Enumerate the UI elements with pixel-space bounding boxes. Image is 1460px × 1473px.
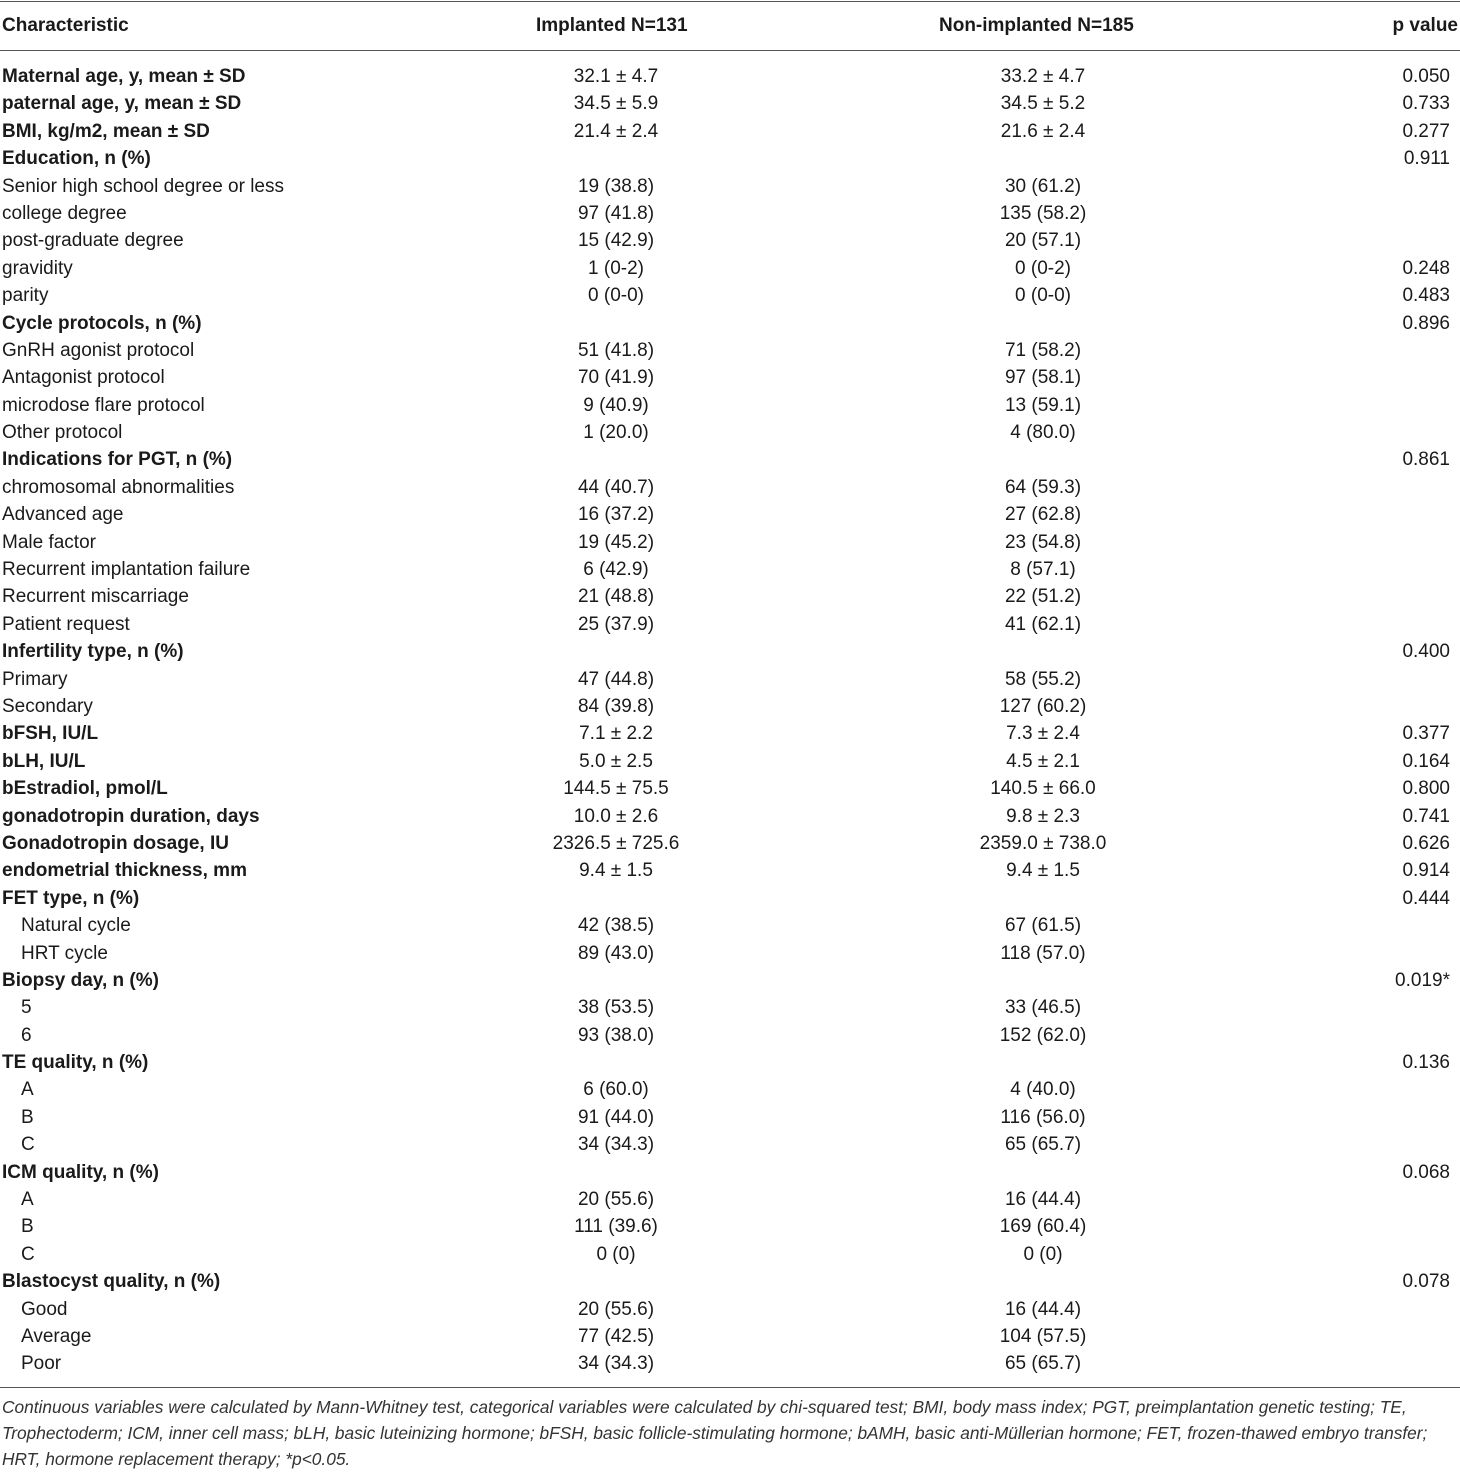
implanted-value: 7.1 ± 2.2 xyxy=(579,723,653,745)
row-label: FET type, n (%) xyxy=(2,887,140,909)
implanted-value: 89 (43.0) xyxy=(577,942,655,964)
implanted-value: 16 (37.2) xyxy=(577,504,655,526)
p-value: 0.626 xyxy=(1402,832,1450,854)
table-row xyxy=(0,912,1460,939)
table-row xyxy=(0,1186,1460,1213)
row-label: college degree xyxy=(2,202,127,224)
table-row xyxy=(0,1076,1460,1103)
header-implanted: Implanted N=131 xyxy=(536,15,688,36)
implanted-value: 47 (44.8) xyxy=(577,668,655,690)
header-non-implanted: Non-implanted N=185 xyxy=(939,15,1134,36)
implanted-value: 111 (39.6) xyxy=(574,1216,658,1238)
non-implanted-value: 9.4 ± 1.5 xyxy=(1006,860,1080,882)
non-implanted-value: 4.5 ± 2.1 xyxy=(1006,750,1080,772)
non-implanted-value: 67 (61.5) xyxy=(1004,915,1082,937)
table-row xyxy=(0,748,1460,775)
non-implanted-value: 33 (46.5) xyxy=(1004,997,1082,1019)
table-row xyxy=(0,967,1460,994)
implanted-value: 6 (42.9) xyxy=(583,559,649,581)
top-rule xyxy=(0,1,1460,2)
row-label: Blastocyst quality, n (%) xyxy=(2,1271,221,1293)
non-implanted-value: 0 (0) xyxy=(1023,1243,1063,1265)
non-implanted-value: 64 (59.3) xyxy=(1004,476,1082,498)
p-value: 0.068 xyxy=(1402,1161,1450,1183)
implanted-value: 10.0 ± 2.6 xyxy=(573,805,659,827)
table-row xyxy=(0,1296,1460,1323)
row-label: BMI, kg/m2, mean ± SD xyxy=(2,120,210,142)
table-row xyxy=(0,529,1460,556)
implanted-value: 0 (0) xyxy=(596,1243,636,1265)
table-row xyxy=(0,583,1460,610)
non-implanted-value: 65 (65.7) xyxy=(1004,1134,1082,1156)
non-implanted-value: 20 (57.1) xyxy=(1004,230,1082,252)
non-implanted-value: 0 (0-0) xyxy=(1015,285,1071,307)
p-value: 0.733 xyxy=(1402,93,1450,115)
table-body xyxy=(0,63,1460,1378)
bottom-rule xyxy=(0,1387,1460,1388)
p-value: 0.741 xyxy=(1402,805,1450,827)
non-implanted-value: 2359.0 ± 738.0 xyxy=(979,832,1107,854)
table-row xyxy=(0,720,1460,747)
implanted-value: 20 (55.6) xyxy=(577,1189,655,1211)
row-label: Natural cycle xyxy=(21,915,131,937)
row-label: 6 xyxy=(21,1024,32,1046)
implanted-value: 19 (38.8) xyxy=(577,175,655,197)
table-row xyxy=(0,1022,1460,1049)
row-label: Indications for PGT, n (%) xyxy=(2,449,233,471)
p-value: 0.248 xyxy=(1402,257,1450,279)
p-value: 0.911 xyxy=(1403,148,1450,170)
row-label: C xyxy=(21,1134,35,1156)
p-value: 0.400 xyxy=(1402,641,1450,663)
non-implanted-value: 4 (80.0) xyxy=(1010,422,1076,444)
table-row xyxy=(0,1213,1460,1240)
table-row xyxy=(0,666,1460,693)
non-implanted-value: 16 (44.4) xyxy=(1004,1298,1082,1320)
row-label: B xyxy=(21,1106,34,1128)
non-implanted-value: 71 (58.2) xyxy=(1004,339,1082,361)
non-implanted-value: 116 (56.0) xyxy=(1000,1106,1086,1128)
row-label: Biopsy day, n (%) xyxy=(2,969,159,991)
table-row xyxy=(0,693,1460,720)
p-value: 0.861 xyxy=(1402,449,1450,471)
row-label: Patient request xyxy=(2,613,130,635)
row-label: HRT cycle xyxy=(21,942,108,964)
row-label: Education, n (%) xyxy=(2,148,151,170)
row-label: Good xyxy=(21,1298,68,1320)
non-implanted-value: 21.6 ± 2.4 xyxy=(1000,120,1086,142)
implanted-value: 32.1 ± 4.7 xyxy=(573,66,659,87)
implanted-value: 20 (55.6) xyxy=(577,1298,655,1320)
non-implanted-value: 27 (62.8) xyxy=(1004,504,1082,526)
row-label: Gonadotropin dosage, IU xyxy=(2,832,229,854)
implanted-value: 97 (41.8) xyxy=(577,202,655,224)
implanted-value: 2326.5 ± 725.6 xyxy=(552,832,680,854)
implanted-value: 34 (34.3) xyxy=(577,1134,655,1156)
table-row xyxy=(0,994,1460,1021)
table-row xyxy=(0,173,1460,200)
row-label: Other protocol xyxy=(2,422,123,444)
row-label: C xyxy=(21,1243,35,1265)
table-row xyxy=(0,1268,1460,1295)
non-implanted-value: 0 (0-2) xyxy=(1015,257,1071,279)
table-row xyxy=(0,118,1460,145)
row-label: Primary xyxy=(2,668,68,690)
table-row xyxy=(0,63,1460,90)
row-label: gravidity xyxy=(2,257,73,279)
non-implanted-value: 8 (57.1) xyxy=(1010,559,1076,581)
table-row xyxy=(0,830,1460,857)
non-implanted-value: 41 (62.1) xyxy=(1004,613,1082,635)
implanted-value: 15 (42.9) xyxy=(577,230,655,252)
table-row xyxy=(0,364,1460,391)
implanted-value: 44 (40.7) xyxy=(577,476,655,498)
row-label: Advanced age xyxy=(2,504,124,526)
row-label: Recurrent miscarriage xyxy=(2,586,189,608)
non-implanted-value: 127 (60.2) xyxy=(999,695,1087,717)
implanted-value: 19 (45.2) xyxy=(577,531,655,553)
header-p-value: p value xyxy=(1392,15,1458,36)
p-value: 0.377 xyxy=(1402,723,1450,745)
non-implanted-value: 22 (51.2) xyxy=(1004,586,1082,608)
non-implanted-value: 9.8 ± 2.3 xyxy=(1006,805,1080,827)
table-row xyxy=(0,227,1460,254)
p-value: 0.800 xyxy=(1402,778,1450,800)
table-row xyxy=(0,1323,1460,1350)
implanted-value: 6 (60.0) xyxy=(583,1079,649,1101)
non-implanted-value: 4 (40.0) xyxy=(1010,1079,1076,1101)
non-implanted-value: 104 (57.5) xyxy=(999,1325,1087,1347)
table-row xyxy=(0,200,1460,227)
p-value: 0.078 xyxy=(1402,1271,1450,1293)
non-implanted-value: 58 (55.2) xyxy=(1004,668,1082,690)
implanted-value: 34.5 ± 5.9 xyxy=(573,93,659,115)
implanted-value: 5.0 ± 2.5 xyxy=(579,750,653,772)
table-row xyxy=(0,1104,1460,1131)
table-row xyxy=(0,1350,1460,1377)
row-label: bEstradiol, pmol/L xyxy=(2,778,168,800)
table-row xyxy=(0,556,1460,583)
table-row xyxy=(0,857,1460,884)
table-row xyxy=(0,775,1460,802)
table-row xyxy=(0,940,1460,967)
row-label: ICM quality, n (%) xyxy=(2,1161,159,1183)
table-row xyxy=(0,1241,1460,1268)
implanted-value: 21 (48.8) xyxy=(577,586,655,608)
p-value: 0.914 xyxy=(1402,860,1450,882)
row-label: paternal age, y, mean ± SD xyxy=(2,93,242,115)
non-implanted-value: 65 (65.7) xyxy=(1004,1353,1082,1375)
non-implanted-value: 7.3 ± 2.4 xyxy=(1006,723,1080,745)
table-row xyxy=(0,611,1460,638)
row-label: A xyxy=(21,1189,34,1211)
row-label: Infertility type, n (%) xyxy=(2,641,184,663)
row-label: B xyxy=(21,1216,34,1238)
implanted-value: 144.5 ± 75.5 xyxy=(563,778,669,800)
table-row xyxy=(0,1131,1460,1158)
table-row xyxy=(0,1049,1460,1076)
implanted-value: 93 (38.0) xyxy=(577,1024,655,1046)
non-implanted-value: 23 (54.8) xyxy=(1004,531,1082,553)
implanted-value: 84 (39.8) xyxy=(577,695,655,717)
row-label: Male factor xyxy=(2,531,96,553)
row-label: Antagonist protocol xyxy=(2,367,165,389)
table-row xyxy=(0,474,1460,501)
row-label: TE quality, n (%) xyxy=(2,1052,149,1074)
implanted-value: 21.4 ± 2.4 xyxy=(573,120,659,142)
row-label: endometrial thickness, mm xyxy=(2,860,247,882)
table-row xyxy=(0,501,1460,528)
p-value: 0.136 xyxy=(1402,1052,1450,1074)
non-implanted-value: 135 (58.2) xyxy=(999,202,1087,224)
row-label: microdose flare protocol xyxy=(2,394,205,416)
non-implanted-value: 16 (44.4) xyxy=(1004,1189,1082,1211)
row-label: bFSH, IU/L xyxy=(2,723,99,745)
implanted-value: 34 (34.3) xyxy=(577,1353,655,1375)
header-characteristic: Characteristic xyxy=(2,15,129,36)
table-row xyxy=(0,90,1460,117)
non-implanted-value: 34.5 ± 5.2 xyxy=(1000,93,1086,115)
implanted-value: 1 (20.0) xyxy=(583,422,649,444)
p-value: 0.019* xyxy=(1395,969,1450,991)
row-label: Average xyxy=(21,1325,92,1347)
row-label: GnRH agonist protocol xyxy=(2,339,195,361)
table-row xyxy=(0,446,1460,473)
row-label: chromosomal abnormalities xyxy=(2,476,235,498)
p-value: 0.444 xyxy=(1402,887,1450,909)
implanted-value: 9.4 ± 1.5 xyxy=(579,860,653,882)
row-label: Poor xyxy=(21,1353,62,1375)
table-row xyxy=(0,638,1460,665)
non-implanted-value: 169 (60.4) xyxy=(999,1216,1087,1238)
p-value: 0.896 xyxy=(1402,312,1450,334)
row-label: 5 xyxy=(21,997,32,1019)
row-label: Cycle protocols, n (%) xyxy=(2,312,202,334)
table-row xyxy=(0,282,1460,309)
p-value: 0.050 xyxy=(1402,66,1450,87)
non-implanted-value: 13 (59.1) xyxy=(1004,394,1082,416)
implanted-value: 91 (44.0) xyxy=(577,1106,655,1128)
implanted-value: 42 (38.5) xyxy=(577,915,655,937)
row-label: Senior high school degree or less xyxy=(2,175,285,197)
p-value: 0.277 xyxy=(1402,120,1450,142)
non-implanted-value: 30 (61.2) xyxy=(1004,175,1082,197)
row-label: gonadotropin duration, days xyxy=(2,805,260,827)
table-footnote: Continuous variables were calculated by Mann-Whitney test, categorical variables were calculated by chi-squared test; BMI, body mass index; PGT, preimplantation genetic testing; TE, Trophectoderm; ICM, inner cell mass; bLH, basic luteinizing hormone; bFSH, basic follicle-stimulating hormone; bAMH, basic anti-Müllerian hormone; FET, frozen-thawed embryo transfer; HRT, hormone replacement therapy; *p<0.05. xyxy=(2,1397,1428,1469)
implanted-value: 38 (53.5) xyxy=(577,997,655,1019)
table-row xyxy=(0,803,1460,830)
non-implanted-value: 33.2 ± 4.7 xyxy=(1000,66,1086,87)
non-implanted-value: 140.5 ± 66.0 xyxy=(990,778,1096,800)
table-header xyxy=(0,4,1460,48)
implanted-value: 70 (41.9) xyxy=(577,367,655,389)
implanted-value: 1 (0-2) xyxy=(588,257,644,279)
implanted-value: 0 (0-0) xyxy=(588,285,644,307)
table-row xyxy=(0,419,1460,446)
implanted-value: 51 (41.8) xyxy=(577,339,655,361)
table-row xyxy=(0,392,1460,419)
implanted-value: 25 (37.9) xyxy=(577,613,655,635)
implanted-value: 9 (40.9) xyxy=(583,394,649,416)
p-value: 0.164 xyxy=(1402,750,1450,772)
non-implanted-value: 97 (58.1) xyxy=(1004,367,1082,389)
table-row xyxy=(0,255,1460,282)
row-label: bLH, IU/L xyxy=(2,750,86,772)
table-row xyxy=(0,310,1460,337)
table-row xyxy=(0,1159,1460,1186)
non-implanted-value: 118 (57.0) xyxy=(1000,942,1086,964)
table-row xyxy=(0,145,1460,172)
row-label: Secondary xyxy=(2,695,93,717)
row-label: Maternal age, y, mean ± SD xyxy=(2,66,246,87)
row-label: A xyxy=(21,1079,34,1101)
table-row xyxy=(0,337,1460,364)
row-label: Recurrent implantation failure xyxy=(2,559,251,581)
non-implanted-value: 152 (62.0) xyxy=(999,1024,1087,1046)
p-value: 0.483 xyxy=(1402,285,1450,307)
header-rule xyxy=(0,50,1460,51)
implanted-value: 77 (42.5) xyxy=(577,1325,655,1347)
row-label: parity xyxy=(2,285,49,307)
row-label: post-graduate degree xyxy=(2,230,184,252)
table-row xyxy=(0,885,1460,912)
